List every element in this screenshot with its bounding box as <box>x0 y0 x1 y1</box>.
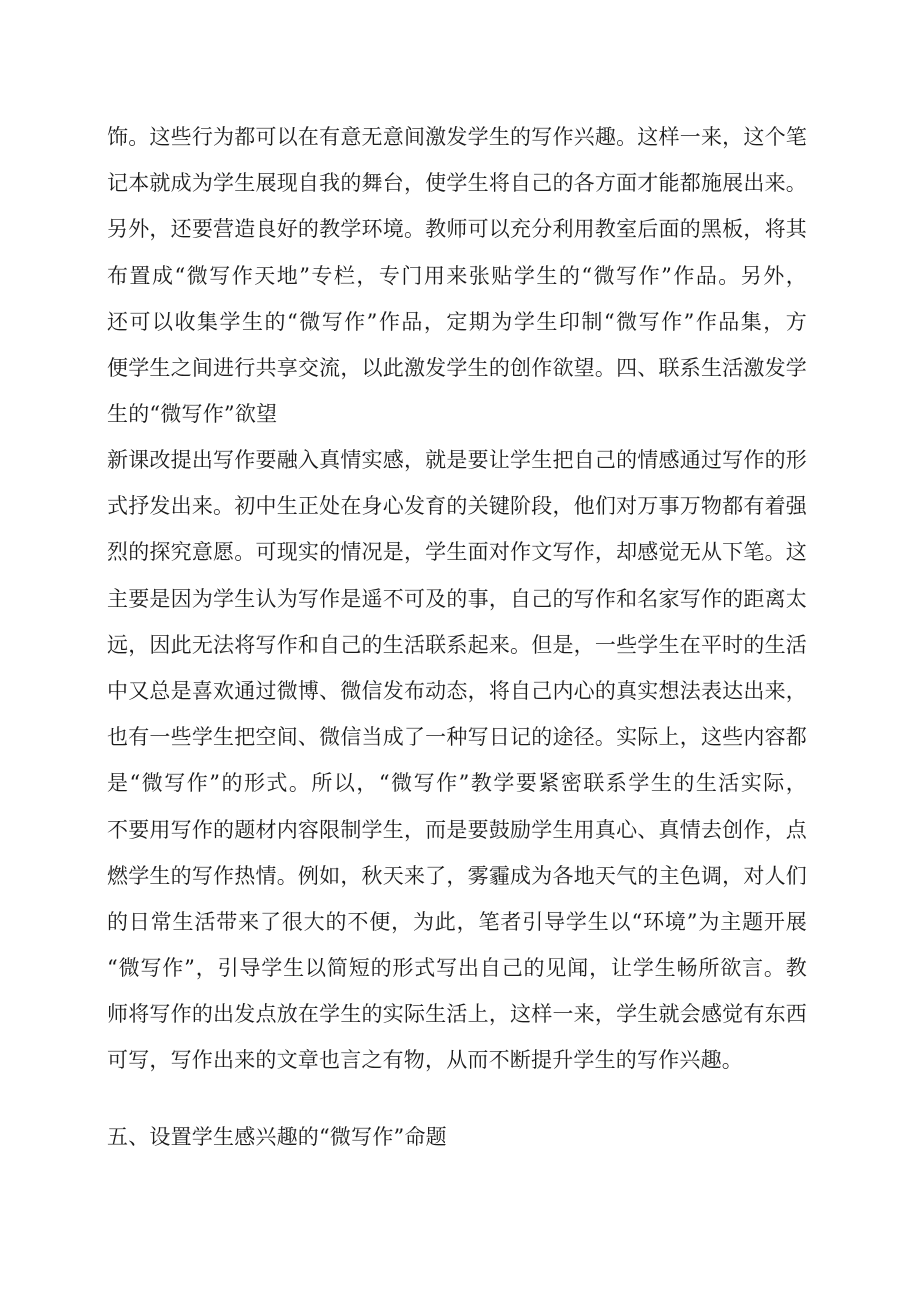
text-line: 生的“微写作”欲望 <box>107 402 278 427</box>
text-line: 新课改提出写作要融入真情实感，就是要让学生把自己的情感通过写作的形 <box>107 448 807 472</box>
text-line: 另外，还要营造良好的教学环境。教师可以充分利用教室后面的黑板，将其 <box>107 217 807 242</box>
text-line: 主要是因为学生认为写作是遥不可及的事，自己的写作和名家写作的距离太 <box>107 586 807 611</box>
section-heading <box>107 1114 807 1160</box>
text-line: 布置成“微写作天地”专栏，专门用来张贴学生的“微写作”作品。另外， <box>107 263 807 288</box>
text-line: 中又总是喜欢通过微博、微信发布动态，将自己内心的真实想法表达出来， <box>107 678 807 703</box>
text-line: 师将写作的出发点放在学生的实际生活上，这样一来，学生就会感觉有东西 <box>107 1002 807 1027</box>
paragraph-environment <box>107 114 807 437</box>
text-line: 也有一些学生把空间、微信当成了一种写日记的途径。实际上，这些内容都 <box>107 725 807 750</box>
text-line: 可写，写作出来的文章也言之有物，从而不断提升学生的写作兴趣。 <box>107 1048 743 1073</box>
text-line: 是“微写作”的形式。所以，“微写作”教学要紧密联系学生的生活实际， <box>107 771 807 796</box>
paragraph-life-connection <box>107 437 807 1084</box>
text-line: 的日常生活带来了很大的不便，为此，笔者引导学生以“环境”为主题开展 <box>107 909 807 934</box>
text-line: 不要用写作的题材内容限制学生，而是要鼓励学生用真心、真情去创作，点 <box>107 817 807 842</box>
text-line: 还可以收集学生的“微写作”作品，定期为学生印制“微写作”作品集，方 <box>107 309 807 334</box>
text-line: “微写作”，引导学生以简短的形式写出自己的见闻，让学生畅所欲言。教 <box>107 956 807 981</box>
text-line: 便学生之间进行共享交流，以此激发学生的创作欲望。四、联系生活激发学 <box>107 355 807 380</box>
text-line: 式抒发出来。初中生正处在身心发育的关键阶段，他们对万事万物都有着强 <box>107 494 807 519</box>
text-line: 饰。这些行为都可以在有意无意间激发学生的写作兴趣。这样一来，这个笔 <box>107 125 807 149</box>
text-line: 记本就成为学生展现自我的舞台，使学生将自己的各方面才能都施展出来。 <box>107 171 807 196</box>
text-line: 远，因此无法将写作和自己的生活联系起来。但是，一些学生在平时的生活 <box>107 632 807 657</box>
text-line: 燃学生的写作热情。例如，秋天来了，雾霾成为各地天气的主色调，对人们 <box>107 863 807 888</box>
text-line: 烈的探究意愿。可现实的情况是，学生面对作文写作，却感觉无从下笔。这 <box>107 540 807 565</box>
section-heading-text: 五、设置学生感兴趣的“微写作”命题 <box>107 1125 447 1149</box>
